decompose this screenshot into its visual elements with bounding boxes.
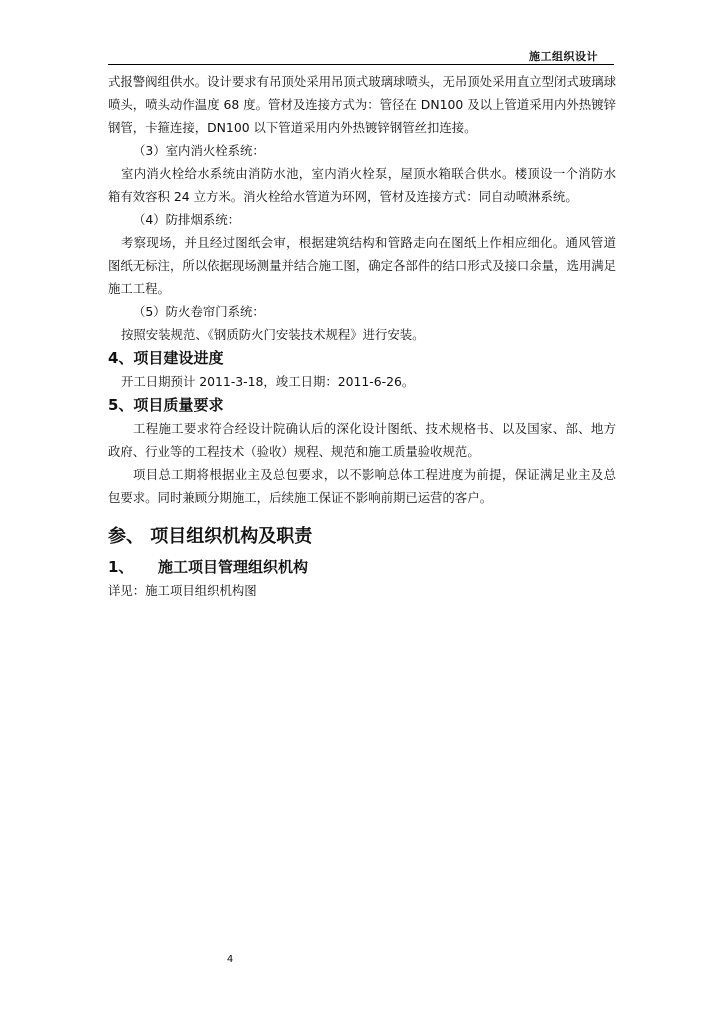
document-body <box>108 70 616 602</box>
section-4-title: （4）防排烟系统： <box>133 212 241 227</box>
subheading-number: 1、 <box>108 558 134 576</box>
header-divider <box>108 64 614 65</box>
section-3-text: 室内消火栓给水系统由消防水池，室内消火栓泵，屋顶水箱联合供水。楼顶设一个消防水箱有效容积 24 立方米。消火栓给水管道为环网，管材及连接方式：同自动喷淋系统。 <box>108 166 616 204</box>
section-3-title: （3）室内消火栓系统： <box>133 143 265 158</box>
section-5-title: （5）防火卷帘门系统： <box>133 304 265 319</box>
heading-construction-schedule: 4、项目建设进度 <box>108 349 224 367</box>
paragraph-sprinkler: 式报警阀组供水。设计要求有吊顶处采用吊顶式玻璃球喷头，无吊顶处采用直立型闭式玻璃球喷头，喷头动作温度 68 度。管材及连接方式为：管径在 DN100 及以上管道采用内外热镀锌钢管，卡箍连接，DN100 以下管道采用内外热镀锌钢管丝扣连接。 <box>108 74 617 135</box>
quality-text-1: 工程施工要求符合经设计院确认后的深化设计图纸、技术规格书、以及国家、部、地方政府、行业等的工程技术（验收）规程、规范和施工质量验收规范。 <box>108 421 616 459</box>
subheading-title: 施工项目管理组织机构 <box>158 558 309 576</box>
subheading-management-organization <box>108 555 616 579</box>
chapter-heading: 参、 项目组织机构及职责 <box>108 526 313 547</box>
section-4-text: 考察现场，并且经过图纸会审，根据建筑结构和管路走向在图纸上作相应细化。通风管道图纸无标注，所以依据现场测量并结合施工图，确定各部件的结口形式及接口余量，选用满足施工工程。 <box>108 235 617 296</box>
section-5-text: 按照安装规范、《钢质防火门安装技术规程》进行安装。 <box>121 327 425 342</box>
quality-text-2: 项目总工期将根据业主及总包要求，以不影响总体工程进度为前提，保证满足业主及总包要求。同时兼顾分期施工，后续施工保证不影响前期已运营的客户。 <box>108 467 616 505</box>
heading-quality-requirements: 5、项目质量要求 <box>108 396 224 414</box>
see-reference: 详见：施工项目组织机构图 <box>108 583 257 598</box>
header-title: 施工组织设计 <box>529 50 598 63</box>
schedule-text: 开工日期预计 2011-3-18，竣工日期：2011-6-26。 <box>121 374 415 389</box>
page-number: 4 <box>226 954 234 965</box>
